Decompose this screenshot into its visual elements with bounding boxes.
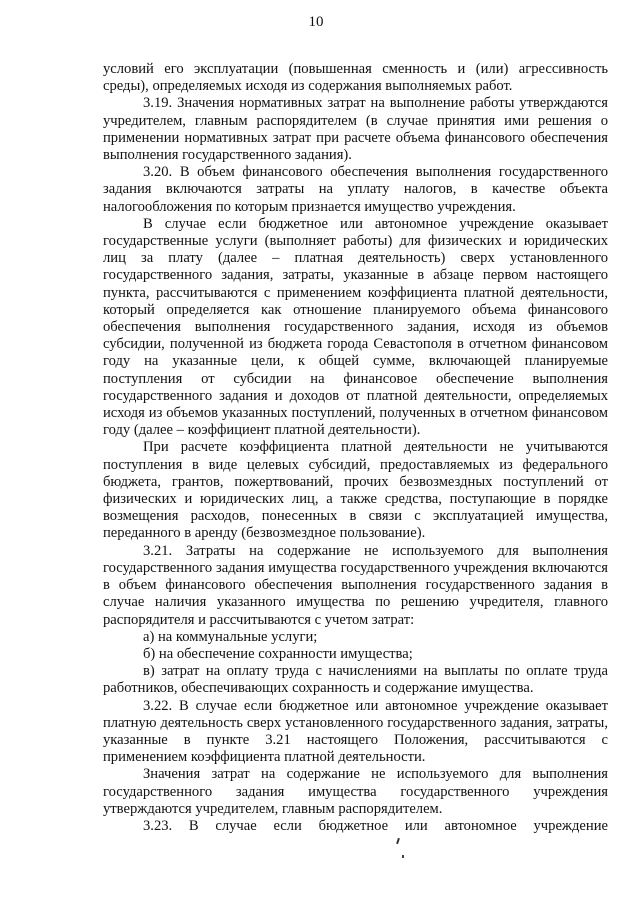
- list-item-c: в) затрат на оплату труда с начислениями на выплаты по оплате труда работников, обеспечивающих сохранность и содержание имущества.: [103, 663, 608, 697]
- paragraph-3-22: 3.22. В случае если бюджетное или автономное учреждение оказывает платную деятельность сверх установленного государственного задания, затраты, указанные в пункте 3.21 настоящего Положения, рассчитываются с применением коэффициента платной деятельности.: [103, 697, 608, 766]
- paragraph-3-19: 3.19. Значения нормативных затрат на выполнение работы утверждаются учредителем, главным распорядителем (в случае принятия ими решения о применении нормативных затрат при расчете объема финансового обеспечения выполнения государственного задания).: [103, 95, 608, 164]
- paragraph-3-20: 3.20. В объем финансового обеспечения выполнения государственного задания включаются затраты на уплату налогов, в качестве объекта налогообложения по которым признается имущество учреждения.: [103, 164, 608, 215]
- paragraph-3-23: 3.23. В случае если бюджетное или автономное учреждение: [143, 817, 608, 834]
- paragraph-3-21: 3.21. Затраты на содержание не используемого для выполнения государственного задания имущества государственного учреждения включаются в объем финансового обеспечения выполнения государственного задания в случае наличия указанного имущества по решению учредителя, главного распорядителя и рассчитываются с учетом затрат:: [103, 542, 608, 628]
- paragraph-cost-approval: Значения затрат на содержание не используемого для выполнения государственного задания имущества государственного учреждения утверждаются учредителем, главным распорядителем.: [103, 766, 608, 817]
- paragraph-coefficient-exclusions: При расчете коэффициента платной деятельности не учитываются поступления в виде целевых субсидий, предоставляемых из федерального бюджета, грантов, пожертвований, прочих безвозмездных поступлений от физических и юридических лиц, а также средства, поступающие в порядке возмещения расходов, понесенных в связи с эксплуатацией имущества, переданного в аренду (безвозмездное пользование).: [103, 439, 608, 542]
- page-number: 10: [308, 14, 324, 30]
- scan-artifact-mark: [396, 838, 400, 844]
- paragraph-paid-activity: В случае если бюджетное или автономное учреждение оказывает государственные услуги (выполняет работы) для физических и юридических лиц за плату (далее – платная деятельность) сверх установленного государственного задания, затраты, указанные в абзаце первом настоящего пункта, рассчитываются с применением коэффициента платной деятельности, который определяется как отношение планируемого объема финансового обеспечения выполнения государственного задания, исходя из объемов субсидии, полученной из бюджета города Севастополя в отчетном финансовом году на указанные цели, к общей сумме, включающей планируемые поступления от субсидии на финансовое обеспечение выполнения государственного задания и доходов от платной деятельности, определяемых исходя из объемов указанных поступлений, полученных в отчетном финансовом году (далее – коэффициент платной деятельности).: [103, 215, 608, 439]
- list-item-b: б) на обеспечение сохранности имущества;: [143, 645, 413, 662]
- paragraph-continuation: условий его эксплуатации (повышенная сменность и (или) агрессивность среды), определяемых исходя из содержания выполняемых работ.: [103, 61, 608, 95]
- document-body: [103, 61, 608, 835]
- scan-artifact-dot: [402, 855, 404, 858]
- list-item-a: а) на коммунальные услуги;: [143, 628, 318, 645]
